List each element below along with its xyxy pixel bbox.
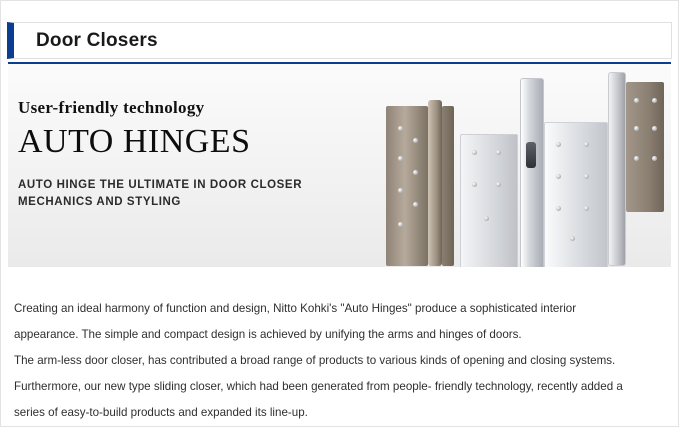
screw-hole [413,170,418,175]
screw-hole [556,206,561,211]
page-title-bar [7,22,672,59]
screw-hole [652,156,657,161]
screw-hole [652,126,657,131]
hinge-plate-silver-left [460,134,518,267]
screw-hole [484,216,489,221]
screw-hole [652,98,657,103]
hinge-plate-bronze-right [626,82,664,212]
hinge-plate-silver-right [544,122,608,267]
hinge-knuckle-bronze [428,100,442,266]
screw-hole [570,236,575,241]
screw-hole [413,138,418,143]
hero-banner [8,62,671,267]
screw-hole [634,156,639,161]
body-line-2: appearance. The simple and compact design is achieved by unifying the arms and hinges of doors. [14,328,522,342]
screw-hole [398,222,403,227]
screw-hole [496,150,501,155]
hero-copy-block [18,98,378,212]
body-line-4: Furthermore, our new type sliding closer, which had been generated from people- friendly technology, recently added a [14,380,623,394]
closer-body-silver [520,78,544,267]
screw-hole [398,156,403,161]
screw-hole [556,142,561,147]
screw-hole [556,174,561,179]
screw-hole [472,182,477,187]
screw-hole [413,202,418,207]
body-line-1: Creating an ideal harmony of function and design, Nitto Kohki's "Auto Hinges" produce a sophisticated interior [14,302,577,315]
screw-hole [398,188,403,193]
page-title: Door Closers [36,29,158,51]
closer-rod-slim [608,72,626,266]
hero-product-image [376,64,671,267]
screw-hole [634,126,639,131]
screw-hole [584,142,589,147]
screw-hole [398,126,403,131]
closer-body-accent [526,142,536,168]
body-copy [14,296,664,426]
screw-hole [584,206,589,211]
hinge-plate-bronze-front [442,106,454,266]
body-line-5: series of easy-to-build products and expanded its line-up. [14,406,308,420]
hero-kicker: User-friendly technology [18,98,205,117]
screw-hole [496,182,501,187]
hinge-plate-bronze-back [386,106,428,266]
hero-title: AUTO HINGES [18,123,251,160]
screw-hole [634,98,639,103]
screw-hole [472,150,477,155]
hero-subtitle: AUTO HINGE THE ULTIMATE IN DOOR CLOSER MECHANICS AND STYLING [18,179,303,209]
body-line-3: The arm-less door closer, has contributed a broad range of products to various kinds of opening and closing systems. [14,354,616,368]
screw-hole [584,174,589,179]
